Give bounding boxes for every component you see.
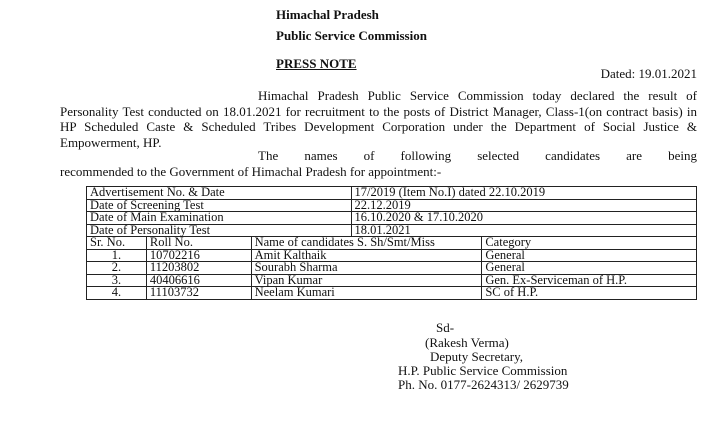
- dated: Dated: 19.01.2021: [600, 66, 697, 81]
- table-cell: 11103732: [146, 287, 251, 300]
- signatory-phone: Ph. No. 0177-2624313/ 2629739: [398, 377, 569, 392]
- org-line-2: Public Service Commission: [276, 28, 427, 43]
- table-cell: 1.: [87, 249, 147, 262]
- org-line-1: Himachal Pradesh: [276, 7, 379, 22]
- table-cell: Name of candidates S. Sh/Smt/Miss: [251, 237, 482, 250]
- table-row: [87, 287, 697, 300]
- table-cell: SC of H.P.: [482, 287, 697, 300]
- table-cell: 22.12.2019: [351, 199, 697, 212]
- table-cell: 17/2019 (Item No.I) dated 22.10.2019: [351, 187, 697, 200]
- results-table: [86, 186, 697, 300]
- table-cell: Date of Personality Test: [87, 224, 352, 237]
- table-cell: Category: [482, 237, 697, 250]
- table-cell: 18.01.2021: [351, 224, 697, 237]
- table-cell: Vipan Kumar: [251, 274, 482, 287]
- table-cell: 40406616: [146, 274, 251, 287]
- table-cell: Date of Screening Test: [87, 199, 352, 212]
- table-cell: Sr. No.: [87, 237, 147, 250]
- table-cell: Sourabh Sharma: [251, 262, 482, 275]
- signatory-designation: Deputy Secretary,: [430, 349, 524, 364]
- table-cell: 3.: [87, 274, 147, 287]
- table-cell: 4.: [87, 287, 147, 300]
- paragraph-1: Himachal Pradesh Public Service Commission today declared the result of Personality Test conducted on 18.01.2021 for recruitment to the posts of District Manager, Class-1(on contract basis) in HP Scheduled Caste & Scheduled Tribes Development Corporation under the Department of Social Justice & Empowerment, HP.: [60, 88, 697, 150]
- document-title: PRESS NOTE: [276, 56, 357, 71]
- signatory-org: H.P. Public Service Commission: [398, 363, 568, 378]
- table-cell: Neelam Kumari: [251, 287, 482, 300]
- table-cell: General: [482, 262, 697, 275]
- signatory-name: (Rakesh Verma): [425, 335, 509, 350]
- table-cell: 16.10.2020 & 17.10.2020: [351, 212, 697, 225]
- table-cell: Amit Kalthaik: [251, 249, 482, 262]
- table-cell: Advertisement No. & Date: [87, 187, 352, 200]
- paragraph-2-line-1: The names of following selected candidates are being: [258, 148, 697, 163]
- table-cell: Date of Main Examination: [87, 212, 352, 225]
- table-cell: General: [482, 249, 697, 262]
- table-cell: 10702216: [146, 249, 251, 262]
- table-cell: 2.: [87, 262, 147, 275]
- table-cell: 11203802: [146, 262, 251, 275]
- table-cell: Gen. Ex-Serviceman of H.P.: [482, 274, 697, 287]
- signature-sd: Sd-: [436, 320, 455, 335]
- table-cell: Roll No.: [146, 237, 251, 250]
- paragraph-2-line-2: recommended to the Government of Himachal Pradesh for appointment:-: [60, 164, 442, 179]
